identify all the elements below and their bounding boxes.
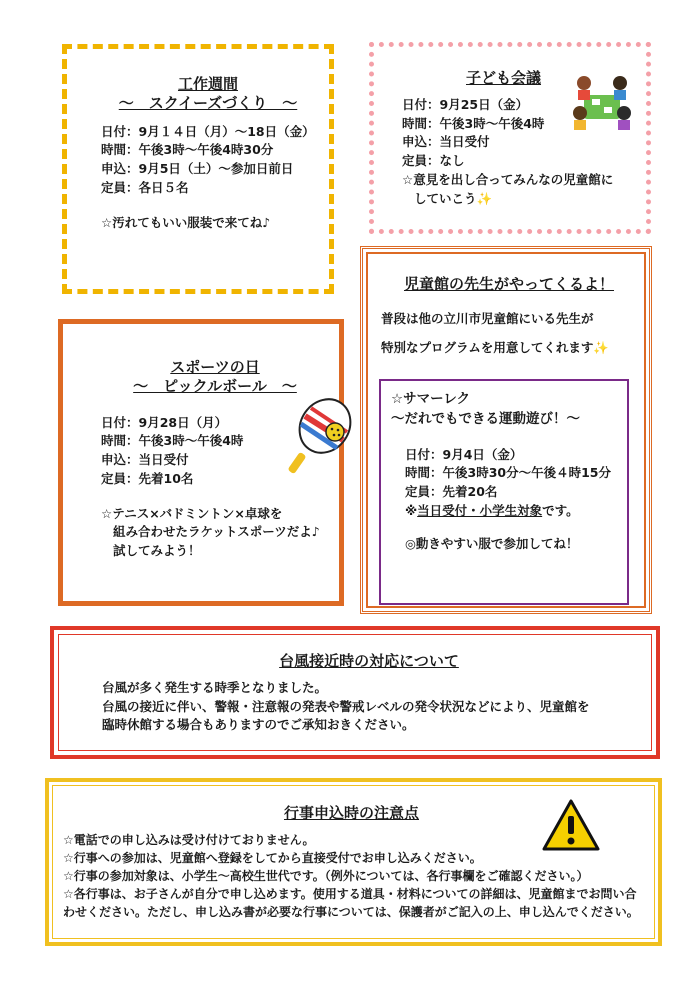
sensei-intro-1: 普段は他の立川市児童館にいる先生が [381, 310, 594, 326]
kousaku-title: 工作週間 [177, 75, 238, 93]
summer-note-underlined: 当日受付・小学生対象 [417, 502, 543, 518]
kousaku-section [62, 44, 334, 294]
kaigi-note-2: していこう✨ [414, 190, 493, 206]
kousaku-time: 時間：午後3時～午後4時30分 [101, 142, 274, 158]
warning-icon [541, 798, 601, 852]
sports-desc-1: ☆テニス×バドミントン×卓球を [101, 505, 283, 521]
summer-note-prefix: ※ [405, 502, 418, 518]
kousaku-apply: 申込：9月5日（土）～参加日前日 [101, 161, 294, 176]
summer-time: 時間：午後3時30分～午後４時15分 [405, 465, 611, 481]
sports-apply: 申込：当日受付 [101, 452, 189, 467]
kaigi-section [369, 42, 651, 234]
summer-note [405, 502, 621, 521]
notes-title: 行事申込時の注意点 [283, 804, 419, 822]
sensei-intro-2: 特別なプログラムを用意してくれます✨ [381, 339, 609, 355]
sports-time: 時間：午後3時～午後4時 [101, 433, 244, 449]
kaigi-time: 時間：午後3時～午後4時 [402, 115, 545, 131]
notes-line-1: ☆電話での申し込みは受け付けておりません。 [63, 832, 315, 847]
typhoon-line-3: 臨時休館する場合もありますのでご承知おきください。 [102, 717, 415, 733]
typhoon-title: 台風接近時の対応について [279, 652, 459, 670]
sports-title: スポーツの日 [170, 358, 260, 376]
notes-line-2: ☆行事への参加は、児童館へ登録をしてから直接受付でお申し込みください。 [63, 850, 482, 865]
kaigi-capacity: 定員：なし [402, 153, 465, 168]
summer-date: 日付：9月4日（金） [405, 446, 523, 462]
kaigi-apply: 申込：当日受付 [402, 134, 490, 150]
sports-desc-3: 試してみよう！ [113, 543, 201, 558]
kaigi-title: 子ども会議 [466, 69, 542, 87]
kousaku-subtitle: ～ スクイーズづくり ～ [118, 93, 298, 112]
sports-subtitle: ～ ピックルボール ～ [133, 376, 297, 395]
summer-note-suffix: です。 [542, 502, 579, 518]
kaigi-note-1: ☆意見を出し合ってみんなの児童館に [402, 171, 614, 187]
sports-section [58, 319, 344, 606]
summer-rec-box [379, 379, 629, 605]
kaigi-date: 日付：9月25日（金） [402, 96, 529, 112]
summer-closing: ◎動きやすい服で参加してね！ [405, 535, 579, 551]
kousaku-date: 日付：9月１４日（月）～18日（金） [101, 123, 315, 139]
kousaku-note: ☆汚れてもいい服装で来てね♪ [101, 214, 271, 230]
kousaku-capacity: 定員：各日５名 [101, 179, 189, 195]
typhoon-line-2: 台風の接近に伴い、警報・注意報の発表や警戒レベルの発令状況などにより、児童館を [102, 698, 590, 714]
sports-desc-2: 組み合わせたラケットスポーツだよ♪ [113, 524, 320, 540]
typhoon-section [50, 626, 660, 759]
pickleball-paddle-icon [285, 394, 357, 476]
summer-subheading: ～だれでもできる運動遊び！～ [391, 411, 580, 428]
typhoon-line-1: 台風が多く発生する時季となりました。 [102, 679, 328, 695]
meeting-illustration [570, 69, 634, 133]
sensei-title: 児童館の先生がやってくるよ！ [403, 275, 614, 293]
summer-capacity: 定員：先着20名 [405, 484, 498, 499]
sports-capacity: 定員：先着10名 [101, 470, 194, 486]
sensei-section [360, 246, 652, 614]
summer-heading: ☆サマーレク [391, 391, 471, 407]
sports-date: 日付：9月28日（月） [101, 414, 228, 430]
notes-line-4: ☆各行事は、お子さんが自分で申し込めます。使用する道具・材料についての詳細は、児童館までお問い合 [63, 886, 637, 901]
notes-line-3: ☆行事の参加対象は、小学生～高校生世代です。（例外については、各行事欄をご確認ください。） [63, 868, 589, 883]
notes-line-5: わせください。ただし、申し込み書が必要な行事については、保護者がご記入の上、申し込んでください。 [63, 904, 639, 919]
notes-section [45, 778, 662, 946]
